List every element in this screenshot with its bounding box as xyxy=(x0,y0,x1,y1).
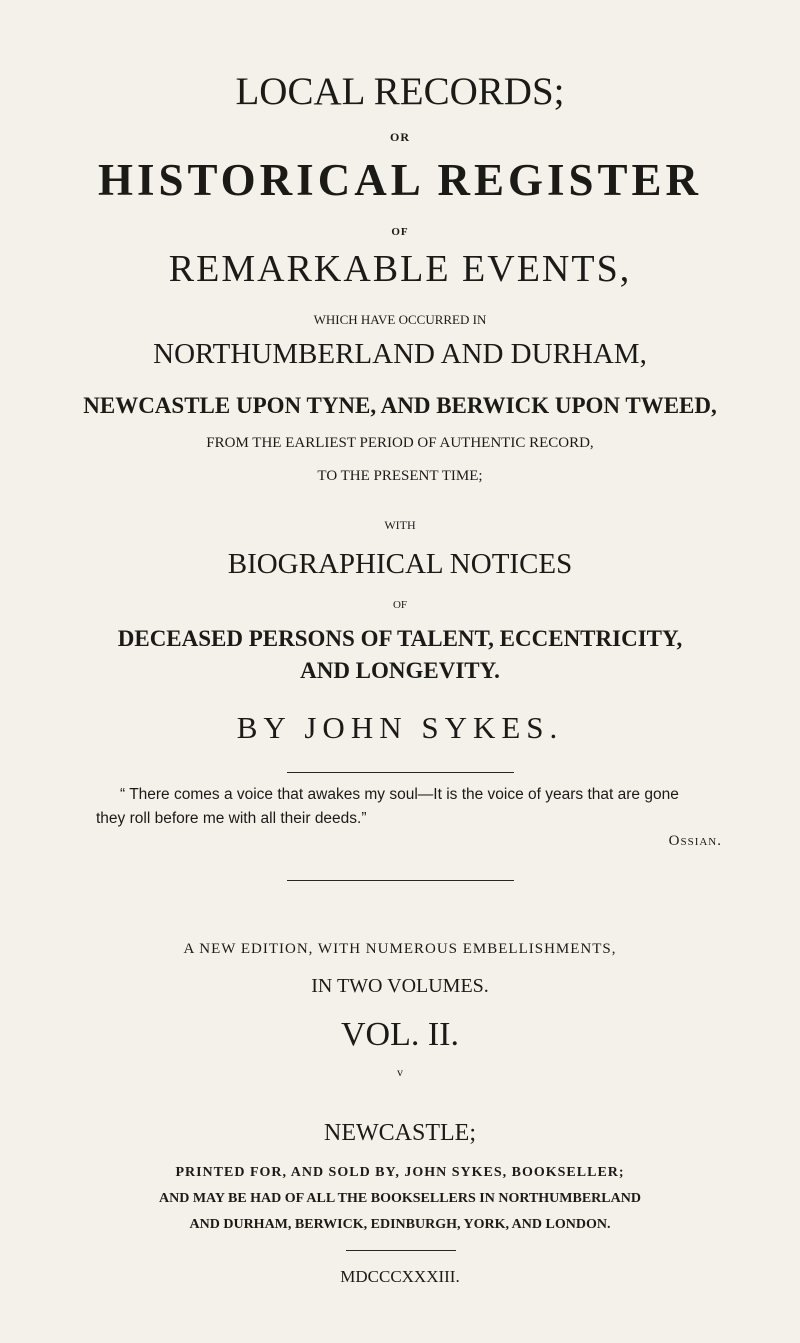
of-line-2: OF xyxy=(392,599,408,611)
imprint-rule xyxy=(346,1250,456,1251)
of-line-1: OF xyxy=(391,226,409,238)
region-line: NORTHUMBERLAND AND DURHAM, xyxy=(153,338,647,370)
with-line: WITH xyxy=(384,518,416,532)
epigraph-line-1: “ There comes a voice that awakes my soul—It is the voice of years that are gone xyxy=(120,786,679,803)
upper-rule xyxy=(287,772,514,773)
deceased-persons-line: DECEASED PERSONS OF TALENT, ECCENTRICITY, xyxy=(117,626,683,651)
which-have-occurred: WHICH HAVE OCCURRED IN xyxy=(313,312,487,327)
edition-line: A NEW EDITION, WITH NUMEROUS EMBELLISHMENTS, xyxy=(183,941,617,957)
volume-number: VOL. II. xyxy=(340,1016,460,1053)
from-line: FROM THE EARLIEST PERIOD OF AUTHENTIC RECORD, xyxy=(206,435,594,451)
historical-register-title: HISTORICAL REGISTER xyxy=(97,155,703,205)
author-line: BY JOHN SYKES. xyxy=(236,710,564,745)
biographical-notices-title: BIOGRAPHICAL NOTICES xyxy=(227,548,573,580)
may-be-had-line: AND MAY BE HAD OF ALL THE BOOKSELLERS IN NORTHUMBERLAND xyxy=(159,1191,641,1206)
remarkable-events-title: REMARKABLE EVENTS, xyxy=(168,248,632,290)
to-present-line: TO THE PRESENT TIME; xyxy=(317,468,483,484)
cities-line: AND DURHAM, BERWICK, EDINBURGH, YORK, AND LONDON. xyxy=(189,1217,611,1232)
printed-for-line: PRINTED FOR, AND SOLD BY, JOHN SYKES, BOOKSELLER; xyxy=(175,1165,625,1180)
towns-line: NEWCASTLE UPON TYNE, AND BERWICK UPON TWEED, xyxy=(83,393,717,418)
or-line: OR xyxy=(390,130,410,144)
imprint-year: MDCCCXXXIII. xyxy=(340,1267,460,1286)
longevity-line: AND LONGEVITY. xyxy=(300,658,500,683)
lower-rule xyxy=(287,880,514,881)
volumes-line: IN TWO VOLUMES. xyxy=(311,975,489,997)
epigraph-attribution: Ossian. xyxy=(668,833,722,849)
epigraph-line-2: they roll before me with all their deeds.” xyxy=(96,810,367,827)
signature-mark: v xyxy=(397,1065,403,1079)
imprint-place: NEWCASTLE; xyxy=(324,1120,476,1146)
main-title: LOCAL RECORDS; xyxy=(235,70,565,113)
